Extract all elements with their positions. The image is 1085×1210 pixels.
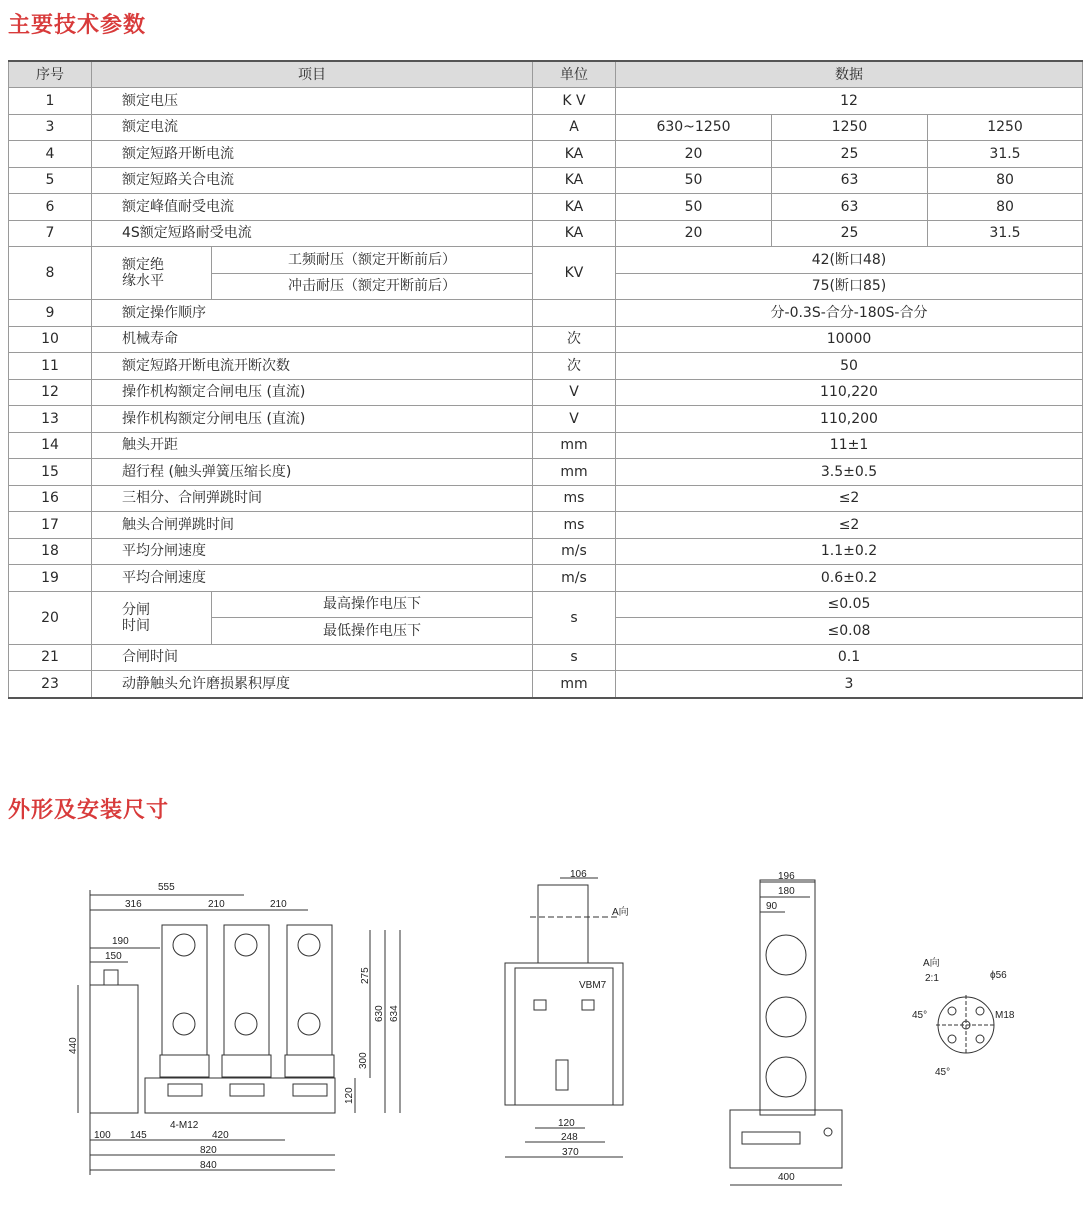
pole-3 — [287, 925, 332, 1055]
front-view — [78, 890, 400, 1175]
row-item-line: 额定绝 — [122, 257, 164, 273]
row-no: 1 — [9, 88, 92, 115]
table-row — [9, 326, 1083, 353]
table-row — [9, 194, 1083, 221]
row-unit: KA — [533, 141, 616, 168]
top-terminal-2 — [766, 997, 806, 1037]
row-unit: mm — [533, 671, 616, 698]
dim-555: 555 — [158, 882, 175, 893]
dim-150: 150 — [105, 951, 122, 962]
row-subitem: 最低操作电压下 — [212, 618, 533, 645]
row-value: 42(断口48) — [616, 247, 1083, 274]
row-unit: 次 — [533, 326, 616, 353]
pole-3-base — [285, 1055, 334, 1077]
pole-2 — [224, 925, 269, 1055]
detail-hole — [948, 1035, 956, 1043]
row-value: 31.5 — [928, 220, 1083, 247]
table-row — [9, 512, 1083, 539]
row-no: 3 — [9, 114, 92, 141]
pole-1 — [162, 925, 207, 1055]
header-data: 数据 — [616, 61, 1083, 88]
row-unit: KV — [533, 247, 616, 300]
row-value: 0.6±0.2 — [616, 565, 1083, 592]
section-title-dimensions: 外形及安装尺寸 — [8, 798, 170, 823]
dim-420: 420 — [212, 1130, 229, 1141]
table-row — [9, 300, 1083, 327]
row-no: 20 — [9, 591, 92, 644]
row-no: 13 — [9, 406, 92, 433]
spec-table — [8, 60, 1083, 699]
row-value: ≤2 — [616, 485, 1083, 512]
row-no: 11 — [9, 353, 92, 380]
side-button-1 — [534, 1000, 546, 1010]
table-row — [9, 432, 1083, 459]
table-row — [9, 485, 1083, 512]
dim-820: 820 — [200, 1145, 217, 1156]
row-item — [92, 247, 212, 300]
row-item: 4S额定短路耐受电流 — [92, 220, 533, 247]
row-value: 80 — [928, 194, 1083, 221]
row-item: 动静触头允许磨损累积厚度 — [92, 671, 533, 698]
row-item: 额定峰值耐受电流 — [92, 194, 533, 221]
view-arrow-label: A向 — [612, 907, 629, 918]
pole-1-top-terminal — [173, 934, 195, 956]
pole-2-base — [222, 1055, 271, 1077]
row-unit: V — [533, 406, 616, 433]
row-subitem: 最高操作电压下 — [212, 591, 533, 618]
row-unit: s — [533, 644, 616, 671]
row-item — [92, 591, 212, 644]
row-value: ≤0.08 — [616, 618, 1083, 645]
row-item: 三相分、合闸弹跳时间 — [92, 485, 533, 512]
table-row — [9, 406, 1083, 433]
pole-2-top-terminal — [235, 934, 257, 956]
dim-440: 440 — [68, 1037, 79, 1054]
dim-145: 145 — [130, 1130, 147, 1141]
thread-label: M18 — [995, 1010, 1015, 1021]
row-item: 合闸时间 — [92, 644, 533, 671]
row-no: 6 — [9, 194, 92, 221]
row-unit: 次 — [533, 353, 616, 380]
row-unit: m/s — [533, 565, 616, 592]
table-row — [9, 459, 1083, 486]
row-no: 8 — [9, 247, 92, 300]
row-unit: ms — [533, 512, 616, 539]
top-screw — [824, 1128, 832, 1136]
row-unit: K V — [533, 88, 616, 115]
row-unit — [533, 300, 616, 327]
row-no: 5 — [9, 167, 92, 194]
row-value: 3 — [616, 671, 1083, 698]
dim-180: 180 — [778, 886, 795, 897]
front-window-1 — [168, 1084, 202, 1096]
detail-view-label: A向 — [923, 958, 940, 969]
row-item: 额定短路开断电流 — [92, 141, 533, 168]
row-item: 触头开距 — [92, 432, 533, 459]
row-unit: mm — [533, 432, 616, 459]
row-value: 75(断口85) — [616, 273, 1083, 300]
row-value: 11±1 — [616, 432, 1083, 459]
row-item-line: 分闸 — [122, 601, 150, 618]
table-row — [9, 114, 1083, 141]
row-item: 额定电流 — [92, 114, 533, 141]
row-no: 17 — [9, 512, 92, 539]
row-value: 50 — [616, 194, 772, 221]
front-mechanism-box — [90, 985, 138, 1113]
dim-120: 120 — [558, 1118, 575, 1129]
row-value: 110,220 — [616, 379, 1083, 406]
detail-scale-label: 2:1 — [925, 973, 939, 984]
model-label: VBM7 — [579, 980, 607, 991]
row-value: 20 — [616, 220, 772, 247]
row-unit: m/s — [533, 538, 616, 565]
front-window-2 — [230, 1084, 264, 1096]
top-base — [730, 1110, 842, 1168]
row-no: 7 — [9, 220, 92, 247]
dim-300: 300 — [358, 1052, 369, 1069]
side-button-2 — [582, 1000, 594, 1010]
row-value: ≤0.05 — [616, 591, 1083, 618]
row-item: 机械寿命 — [92, 326, 533, 353]
row-item: 额定短路开断电流开断次数 — [92, 353, 533, 380]
row-value: 1250 — [928, 114, 1083, 141]
dim-190: 190 — [112, 936, 129, 947]
row-no: 19 — [9, 565, 92, 592]
row-value: 1250 — [772, 114, 928, 141]
pole-1-bottom-terminal — [173, 1013, 195, 1035]
row-value: 10000 — [616, 326, 1083, 353]
row-subitem: 冲击耐压（额定开断前后） — [212, 273, 533, 300]
row-unit: s — [533, 591, 616, 644]
row-item: 平均分闸速度 — [92, 538, 533, 565]
row-no: 10 — [9, 326, 92, 353]
pole-3-top-terminal — [298, 934, 320, 956]
header-no: 序号 — [9, 61, 92, 88]
side-view — [505, 878, 623, 1157]
row-unit: ms — [533, 485, 616, 512]
section-title-specs: 主要技术参数 — [8, 13, 147, 38]
row-unit: V — [533, 379, 616, 406]
dim-248: 248 — [561, 1132, 578, 1143]
row-value: 80 — [928, 167, 1083, 194]
table-row — [9, 644, 1083, 671]
pole-1-base — [160, 1055, 209, 1077]
row-no: 23 — [9, 671, 92, 698]
table-row — [9, 591, 1083, 618]
table-row — [9, 220, 1083, 247]
row-unit: KA — [533, 167, 616, 194]
row-value: 3.5±0.5 — [616, 459, 1083, 486]
row-value: 630~1250 — [616, 114, 772, 141]
dim-275: 275 — [360, 967, 371, 984]
row-no: 14 — [9, 432, 92, 459]
table-row — [9, 247, 1083, 274]
table-row — [9, 88, 1083, 115]
row-value: 12 — [616, 88, 1083, 115]
row-unit: mm — [533, 459, 616, 486]
header-unit: 单位 — [533, 61, 616, 88]
table-row — [9, 379, 1083, 406]
row-item: 额定短路关合电流 — [92, 167, 533, 194]
row-subitem: 工频耐压（额定开断前后） — [212, 247, 533, 274]
row-value: 110,200 — [616, 406, 1083, 433]
dim-100: 100 — [94, 1130, 111, 1141]
bolt-label: 4-M12 — [170, 1120, 199, 1131]
header-item: 项目 — [92, 61, 533, 88]
row-item: 额定操作顺序 — [92, 300, 533, 327]
table-row — [9, 538, 1083, 565]
dimension-drawing — [0, 860, 1085, 1200]
row-value: 25 — [772, 141, 928, 168]
row-item: 操作机构额定分闸电压 (直流) — [92, 406, 533, 433]
angle-label: 45° — [935, 1067, 951, 1078]
row-no: 9 — [9, 300, 92, 327]
row-value: 0.1 — [616, 644, 1083, 671]
row-no: 12 — [9, 379, 92, 406]
pole-3-bottom-terminal — [298, 1013, 320, 1035]
table-row — [9, 565, 1083, 592]
side-handle — [556, 1060, 568, 1090]
row-value: 1.1±0.2 — [616, 538, 1083, 565]
row-value: 63 — [772, 167, 928, 194]
row-unit: A — [533, 114, 616, 141]
row-no: 21 — [9, 644, 92, 671]
row-no: 4 — [9, 141, 92, 168]
top-window — [742, 1132, 800, 1144]
dim-196: 196 — [778, 871, 795, 882]
dim-90: 90 — [766, 901, 778, 912]
row-value: 50 — [616, 167, 772, 194]
row-unit: KA — [533, 220, 616, 247]
dim-120: 120 — [344, 1087, 355, 1104]
table-header-row — [9, 61, 1083, 88]
row-item-line: 缘水平 — [122, 273, 164, 289]
row-item: 平均合闸速度 — [92, 565, 533, 592]
detail-view-a — [936, 995, 996, 1055]
dim-210: 210 — [208, 899, 225, 910]
dim-dia56: ϕ56 — [990, 970, 1007, 981]
front-terminal — [104, 970, 118, 985]
side-pole — [538, 885, 588, 963]
dim-370: 370 — [562, 1147, 579, 1158]
dim-840: 840 — [200, 1160, 217, 1171]
row-value: 分-0.3S-合分-180S-合分 — [616, 300, 1083, 327]
row-item: 超行程 (触头弹簧压缩长度) — [92, 459, 533, 486]
dim-210: 210 — [270, 899, 287, 910]
dim-106: 106 — [570, 869, 587, 880]
row-item-line: 时间 — [122, 617, 150, 634]
row-item: 触头合闸弹跳时间 — [92, 512, 533, 539]
pole-2-bottom-terminal — [235, 1013, 257, 1035]
angle-label: 45° — [912, 1010, 928, 1021]
row-value: 50 — [616, 353, 1083, 380]
row-no: 15 — [9, 459, 92, 486]
table-row — [9, 167, 1083, 194]
front-window-3 — [293, 1084, 327, 1096]
row-unit: KA — [533, 194, 616, 221]
detail-hole — [948, 1007, 956, 1015]
row-no: 18 — [9, 538, 92, 565]
row-value: 63 — [772, 194, 928, 221]
detail-hole — [976, 1007, 984, 1015]
row-item: 额定电压 — [92, 88, 533, 115]
dim-400: 400 — [778, 1172, 795, 1183]
row-value: ≤2 — [616, 512, 1083, 539]
row-item: 操作机构额定合闸电压 (直流) — [92, 379, 533, 406]
row-value: 25 — [772, 220, 928, 247]
top-view — [730, 880, 842, 1185]
row-value: 31.5 — [928, 141, 1083, 168]
top-terminal-1 — [766, 935, 806, 975]
top-terminal-3 — [766, 1057, 806, 1097]
dim-630: 630 — [374, 1005, 385, 1022]
table-row — [9, 671, 1083, 698]
dim-316: 316 — [125, 899, 142, 910]
table-row — [9, 141, 1083, 168]
row-no: 16 — [9, 485, 92, 512]
dim-634: 634 — [389, 1005, 400, 1022]
row-value: 20 — [616, 141, 772, 168]
table-row — [9, 353, 1083, 380]
detail-hole — [976, 1035, 984, 1043]
